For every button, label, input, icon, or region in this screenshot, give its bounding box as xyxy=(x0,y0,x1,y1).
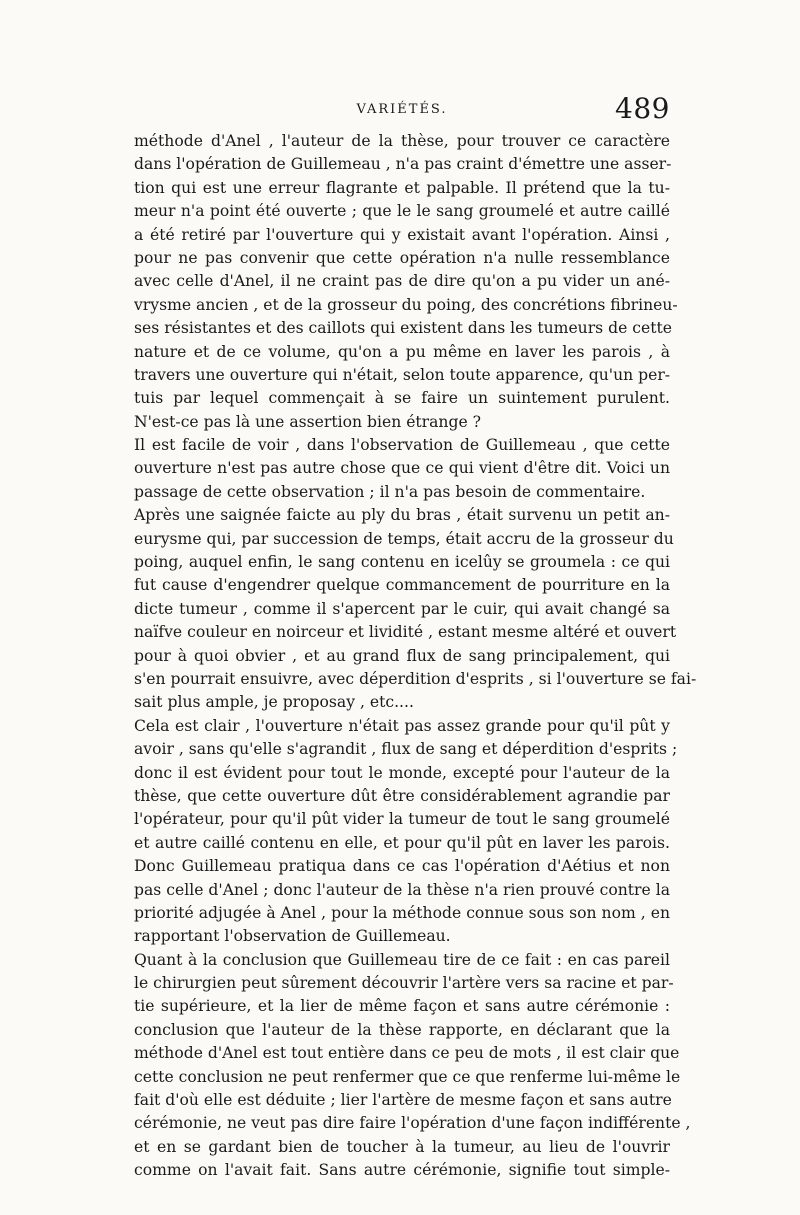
text-line: naïfve couleur en noirceur et lividité , estant mesme altéré et ouvert xyxy=(134,623,677,642)
text-line: comme on l'avait fait. Sans autre cérémonie, signifie tout simple- xyxy=(134,1161,670,1180)
text-line: meur n'a point été ouverte ; que le le sang groumelé et autre caillé xyxy=(134,202,670,221)
text-line: priorité adjugée à Anel , pour la méthode connue sous son nom , en xyxy=(134,903,670,922)
page-header xyxy=(134,92,670,132)
text-line: tie supérieure, et la lier de même façon et sans autre cérémonie : xyxy=(134,997,670,1016)
text-line: poing, auquel enfin, le sang contenu en icelûy se groumela : ce qui xyxy=(134,553,670,572)
text-line: méthode d'Anel est tout entière dans ce peu de mots , il est clair que xyxy=(134,1044,680,1063)
text-line: a été retiré par l'ouverture qui y existait avant l'opération. Ainsi , xyxy=(134,225,670,244)
text-line: avec celle d'Anel, il ne craint pas de dire qu'on a pu vider un ané- xyxy=(134,272,670,291)
text-line: le chirurgien peut sûrement découvrir l'artère vers sa racine et par- xyxy=(134,974,674,993)
text-line: cette conclusion ne peut renfermer que ce que renferme lui-même le xyxy=(134,1067,681,1086)
text-line: Donc Guillemeau pratiqua dans ce cas l'opération d'Aétius et non xyxy=(134,857,670,876)
text-line: travers une ouverture qui n'était, selon toute apparence, qu'un per- xyxy=(134,365,671,384)
text-line: conclusion que l'auteur de la thèse rapporte, en déclarant que la xyxy=(134,1020,670,1039)
text-line: dicte tumeur , comme il s'apercent par le cuir, qui avait changé sa xyxy=(134,599,670,618)
text-line: fut cause d'engendrer quelque commancement de pourriture en la xyxy=(134,576,670,595)
text-line: et en se gardant bien de toucher à la tumeur, au lieu de l'ouvrir xyxy=(134,1137,670,1156)
text-line: eurysme qui, par succession de temps, était accru de la grosseur du xyxy=(134,529,674,548)
text-line: Cela est clair , l'ouverture n'était pas assez grande pour qu'il pût y xyxy=(134,716,670,735)
text-line: rapportant l'observation de Guillemeau. xyxy=(134,927,451,946)
text-line: dans l'opération de Guillemeau , n'a pas craint d'émettre une asser- xyxy=(134,155,672,174)
text-line: fait d'où elle est déduite ; lier l'artère de mesme façon et sans autre xyxy=(134,1091,672,1110)
text-line: passage de cette observation ; il n'a pas besoin de commentaire. xyxy=(134,482,646,501)
text-line: Il est facile de voir , dans l'observation de Guillemeau , que cette xyxy=(134,436,670,455)
text-line: l'opérateur, pour qu'il pût vider la tumeur de tout le sang groumelé xyxy=(134,810,670,829)
text-line: Après une saignée faicte au ply du bras , était survenu un petit an- xyxy=(134,506,670,525)
text-line: vrysme ancien , et de la grosseur du poing, des concrétions fibrineu- xyxy=(134,295,678,314)
text-line: et autre caillé contenu en elle, et pour qu'il pût en laver les parois. xyxy=(134,833,670,852)
text-line: ses résistantes et des caillots qui existent dans les tumeurs de cette xyxy=(134,319,673,338)
text-line: Quant à la conclusion que Guillemeau tire de ce fait : en cas pareil xyxy=(134,950,670,969)
text-line: pour à quoi obvier , et au grand flux de sang principalement, qui xyxy=(134,646,670,665)
text-line: cérémonie, ne veut pas dire faire l'opération d'une façon indifférente , xyxy=(134,1114,691,1133)
text-line: s'en pourrait ensuivre, avec déperdition d'esprits , si l'ouverture se fai- xyxy=(134,669,697,688)
running-head: VARIÉTÉS. xyxy=(356,102,448,117)
text-line: sait plus ample, je proposay , etc.... xyxy=(134,693,414,712)
text-line: avoir , sans qu'elle s'agrandit , flux de sang et déperdition d'esprits ; xyxy=(134,740,678,759)
text-line: tion qui est une erreur flagrante et palpable. Il prétend que la tu- xyxy=(134,178,670,197)
text-line: thèse, que cette ouverture dût être considérablement agrandie par xyxy=(134,786,670,805)
text-line: ouverture n'est pas autre chose que ce qui vient d'être dit. Voici un xyxy=(134,459,670,478)
page-number: 489 xyxy=(615,92,670,125)
text-line: N'est-ce pas là une assertion bien étrange ? xyxy=(134,412,482,431)
text-line: nature et de ce volume, qu'on a pu même en laver les parois , à xyxy=(134,342,670,361)
body-text xyxy=(134,130,697,1183)
text-line: pas celle d'Anel ; donc l'auteur de la thèse n'a rien prouvé contre la xyxy=(134,880,670,899)
text-line: méthode d'Anel , l'auteur de la thèse, pour trouver ce caractère xyxy=(134,132,670,150)
text-line: tuis par lequel commençait à se faire un suintement purulent. xyxy=(134,389,670,408)
text-line: pour ne pas convenir que cette opération n'a nulle ressemblance xyxy=(134,248,670,267)
text-line: donc il est évident pour tout le monde, excepté pour l'auteur de la xyxy=(134,763,670,782)
